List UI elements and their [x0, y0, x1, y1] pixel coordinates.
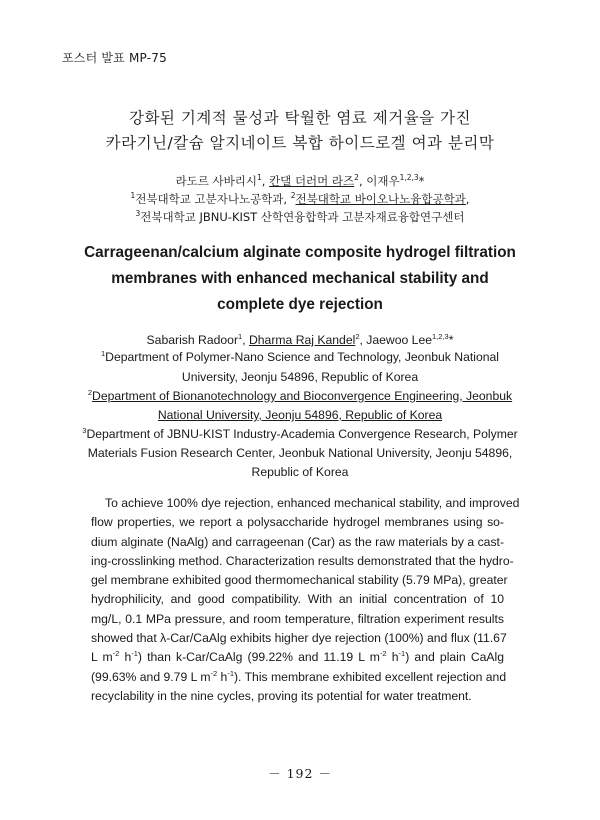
abstract-line: hydrophilicity, and good compatibility. With an initial concentration of 10	[91, 592, 504, 607]
korean-affiliation-1-mark: 1	[130, 191, 136, 201]
abstract-line: mg/L, 0.1 MPa pressure, and room temperature, filtration experiment results	[91, 611, 504, 626]
page-number: － 192 －	[268, 766, 332, 781]
english-author-3-affiliation-mark: 1,2,3	[432, 331, 449, 341]
abstract-line	[91, 668, 507, 687]
abstract-fragment: ) than k-Car/CaAlg (99.22% and 11.19 L m	[137, 650, 380, 665]
english-author-2: Dharma Raj Kandel	[248, 333, 356, 347]
english-author-separator: ,	[359, 333, 367, 347]
korean-author-3: 이재우	[366, 174, 400, 188]
english-author-1-affiliation-mark: 1	[238, 331, 243, 341]
english-title-line-2: membranes with enhanced mechanical stability and	[111, 270, 489, 287]
korean-title-line-1: 강화된 기계적 물성과 탁월한 염료 제거율을 가진	[128, 109, 472, 127]
korean-affiliation-2: 전북대학교 바이오나노융합공학과	[295, 192, 466, 206]
korean-author-2: 칸댈 더러머 라즈	[269, 174, 355, 188]
abstract-line: flow properties, we report a polysaccharide hydrogel membranes using so-	[91, 515, 504, 530]
korean-affiliation-line-1	[0, 191, 600, 207]
abstract-superscript: -2	[210, 668, 218, 678]
abstract-line: gel membrane exhibited good thermomechanical stability (5.79 MPa), greater	[91, 573, 508, 588]
english-affiliation-1-line-2: University, Jeonju 54896, Republic of Korea	[181, 370, 419, 384]
abstract-line: showed that λ-Car/CaAlg exhibits higher dye rejection (100%) and flux (11.67	[91, 631, 507, 646]
english-affiliation-3-mark: 3	[82, 425, 87, 435]
english-author-2-affiliation-mark: 2	[355, 331, 360, 341]
abstract-line: recyclability in the nine cycles, proving its potential for water treatment.	[91, 688, 472, 703]
korean-author-1-affiliation-mark: 1	[256, 173, 262, 183]
abstract-superscript: -2	[112, 649, 120, 659]
korean-affiliation-3: 전북대학교 JBNU-KIST 산학연융합학과 고분자재료융합연구센터	[140, 210, 465, 224]
english-author-3: Jaewoo Lee	[366, 333, 433, 347]
korean-affiliation-comma: ,	[465, 192, 470, 206]
abstract-line: dium alginate (NaAlg) and carrageenan (Car) as the raw materials by a cast-	[91, 534, 504, 549]
korean-author-separator: ,	[358, 174, 367, 188]
english-corresponding-author-mark: *	[448, 333, 454, 347]
abstract-superscript: -2	[379, 649, 387, 659]
english-affiliation-1-line-1	[0, 350, 600, 364]
korean-author-2-affiliation-mark: 2	[354, 173, 359, 183]
abstract-superscript: -1	[398, 649, 406, 659]
english-affiliation-3-line-3: Republic of Korea	[251, 465, 349, 479]
english-affiliation-2-mark: 2	[87, 387, 93, 397]
english-author-1: Sabarish Radoor	[146, 333, 239, 347]
abstract-fragment: h	[217, 669, 228, 684]
abstract-line	[91, 648, 504, 667]
english-affiliation-2-line-2	[0, 408, 600, 422]
korean-author-3-affiliation-mark: 1,2,3	[399, 173, 419, 183]
english-affiliation-3-text: Department of JBNU-KIST Industry-Academia Convergence Research, Polymer	[86, 427, 518, 441]
abstract-superscript: -1	[131, 649, 138, 659]
abstract-fragment: h	[119, 650, 132, 665]
english-affiliation-3-line-2: Materials Fusion Research Center, Jeonbuk National University, Jeonju 54896,	[87, 446, 513, 460]
english-affiliation-3-line-1	[0, 427, 600, 441]
korean-affiliation-3-mark: 3	[135, 209, 141, 219]
abstract-fragment: h	[386, 650, 399, 665]
abstract-line: ing-crosslinking method. Characterization results demonstrated that the hydro-	[91, 553, 514, 568]
abstract-line: To achieve 100% dye rejection, enhanced mechanical stability, and improved	[105, 496, 520, 510]
english-author-list	[0, 333, 600, 347]
korean-title-line-2: 카라기닌/칼슘 알지네이트 복합 하이드로겔 여과 분리막	[105, 134, 495, 152]
english-affiliation-2-text: Department of Bionanotechnology and Bioconvergence Engineering, Jeonbuk	[92, 389, 513, 403]
korean-affiliation-2-mark: 2	[290, 191, 296, 201]
korean-author-list	[0, 173, 600, 189]
korean-author-1: 라도르 사바리시	[175, 174, 257, 188]
abstract-fragment: (99.63% and 9.79 L m	[91, 669, 211, 684]
poster-session-label: 포스터 발표 MP-75	[62, 51, 167, 65]
english-author-separator: ,	[242, 333, 249, 347]
korean-author-separator: ,	[261, 174, 270, 188]
abstract-fragment: ). This membrane exhibited excellent rejection and	[234, 669, 507, 684]
english-title-line-3: complete dye rejection	[217, 296, 383, 313]
english-affiliation-1-text: Department of Polymer-Nano Science and Technology, Jeonbuk National	[105, 350, 499, 364]
korean-affiliation-1: 전북대학교 고분자나노공학과,	[135, 192, 291, 206]
english-affiliation-2-text-cont: National University, Jeonju 54896, Republic of Korea	[157, 408, 443, 422]
english-affiliation-2-line-1	[0, 389, 600, 403]
abstract-fragment: ) and plain CaAlg	[405, 650, 505, 665]
abstract-superscript: -1	[227, 668, 234, 678]
abstract-body	[91, 494, 520, 706]
korean-affiliation-line-2	[0, 209, 600, 225]
english-title-line-1: Carrageenan/calcium alginate composite hydrogel filtration	[84, 244, 516, 261]
english-affiliation-1-mark: 1	[100, 348, 106, 358]
abstract-fragment: L m	[91, 650, 113, 665]
corresponding-author-mark: *	[418, 174, 425, 188]
